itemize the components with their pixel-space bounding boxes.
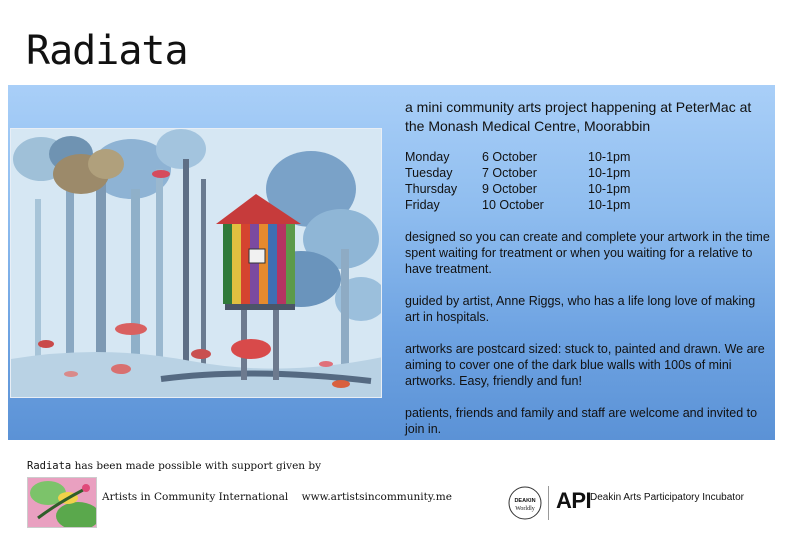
aci-logo-image	[27, 477, 97, 528]
artworks-paragraph: artworks are postcard sized: stuck to, painted and drawn. We are aiming to cover one of the dark blue walls with 100s of mini artworks. Easy, friendly and fun!	[405, 342, 765, 388]
artwork-image	[10, 128, 382, 398]
schedule-day: Thursday	[405, 182, 458, 196]
schedule-date: 7 October	[482, 166, 537, 180]
schedule-time: 10-1pm	[588, 198, 631, 212]
aci-name: Artists in Community International	[102, 491, 289, 503]
support-brand: Radiata	[27, 460, 72, 472]
schedule-date: 6 October	[482, 150, 537, 164]
schedule-time: 10-1pm	[588, 150, 631, 164]
deakin-seal-name: DEAKIN	[514, 498, 536, 504]
page-title: Radiata	[26, 28, 188, 74]
aci-url[interactable]: www.artistsincommunity.me	[301, 491, 452, 503]
api-small-print	[557, 511, 587, 517]
schedule-date: 10 October	[482, 198, 544, 212]
schedule-time: 10-1pm	[588, 166, 631, 180]
aci-credit	[102, 491, 452, 503]
schedule-row	[405, 197, 770, 213]
info-text	[405, 98, 770, 437]
schedule	[405, 149, 770, 213]
schedule-day: Tuesday	[405, 166, 453, 180]
welcome-paragraph: patients, friends and family and staff are welcome and invited to join in.	[405, 406, 758, 436]
logo-divider	[548, 486, 549, 520]
api-logo-text: API	[556, 488, 592, 513]
intro-text: a mini community arts project happening at PeterMac at the Monash Medical Centre, Moorabbin	[405, 99, 752, 134]
deakin-logo	[508, 486, 542, 520]
support-line	[27, 460, 321, 472]
artist-paragraph: guided by artist, Anne Riggs, who has a life long love of making art in hospitals.	[405, 294, 756, 324]
schedule-time: 10-1pm	[588, 182, 631, 196]
deakin-seal-tagline: Worldly	[515, 506, 535, 512]
description-paragraph: designed so you can create and complete your artwork in the time spent waiting for treatment or when you waiting for a relative to have treatment.	[405, 230, 770, 276]
support-text: has been made possible with support given by	[71, 460, 322, 472]
schedule-row	[405, 149, 770, 165]
schedule-day: Friday	[405, 198, 440, 212]
schedule-row	[405, 181, 770, 197]
collage-illustration	[11, 129, 382, 398]
schedule-row	[405, 165, 770, 181]
api-name: Deakin Arts Participatory Incubator	[590, 492, 744, 503]
schedule-day: Monday	[405, 150, 450, 164]
schedule-date: 9 October	[482, 182, 537, 196]
